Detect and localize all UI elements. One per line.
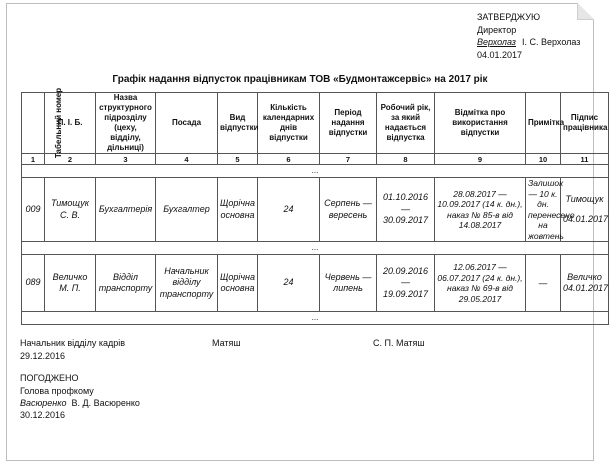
hr-name: С. П. Матяш	[373, 338, 425, 348]
hr-date: 29.12.2016	[20, 351, 66, 361]
header-period: Період надання відпустки	[320, 93, 377, 154]
signature-date: 04.01.2017	[563, 283, 609, 293]
cell-position: Бухгалтер	[156, 178, 218, 242]
header-full-name: П. І. Б.	[45, 93, 96, 154]
hr-title: Начальник відділу кадрів	[20, 338, 126, 348]
approval-heading: ЗАТВЕРДЖУЮ	[477, 12, 541, 22]
column-number: 4	[156, 154, 218, 165]
cell-usage-mark: 12.06.2017 — 06.07.2017 (24 к. дн.), наказ № 69-в від 29.05.2017	[435, 255, 526, 312]
agreed-heading: ПОГОДЖЕНО	[20, 373, 79, 383]
ellipsis-row	[22, 242, 609, 255]
cell-work-year: 20.09.2016 — 19.09.2017	[377, 255, 435, 312]
cell-tab-number: 009	[22, 178, 45, 242]
signature-date: 04.01.2017	[563, 214, 609, 224]
header-note: Примітка	[526, 93, 561, 154]
header-days: Кількість календарних днів відпустки	[258, 93, 320, 154]
approval-position: Директор	[477, 24, 517, 35]
union-date: 30.12.2016	[20, 410, 66, 420]
header-tab-number: Табельний номер	[22, 93, 45, 154]
cell-days: 24	[258, 255, 320, 312]
column-number: 7	[320, 154, 377, 165]
cell-department: Бухгалтерія	[96, 178, 156, 242]
cell-full-name: Величко М. П.	[45, 255, 96, 312]
cell-usage-mark: 28.08.2017 — 10.09.2017 (14 к. дн.), наказ № 85-в від 14.08.2017	[435, 178, 526, 242]
header-position: Посада	[156, 93, 218, 154]
ellipsis: ...	[22, 242, 609, 255]
header-signature: Підпис працівника	[561, 93, 609, 154]
cell-work-year: 01.10.2016 — 30.09.2017	[377, 178, 435, 242]
cell-note: —	[526, 255, 561, 312]
employee-signature: Тимощук	[565, 193, 604, 204]
column-number: 1	[22, 154, 45, 165]
union-title: Голова профкому	[20, 386, 94, 396]
approval-signature-line	[477, 36, 580, 49]
union-name: В. Д. Васюренко	[71, 398, 140, 408]
hr-signature: Матяш	[212, 338, 241, 348]
column-number: 9	[435, 154, 526, 165]
director-name: І. С. Верхолаз	[522, 37, 581, 47]
ellipsis-row	[22, 312, 609, 325]
cell-leave-type: Щорічна основна	[218, 255, 258, 312]
union-signature-line	[20, 397, 140, 410]
cell-days: 24	[258, 178, 320, 242]
header-usage-mark: Відмітка про використання відпустки	[435, 93, 526, 154]
column-number: 6	[258, 154, 320, 165]
employee-signature: Величко	[567, 271, 602, 282]
document-title: Графік надання відпусток працівникам ТОВ «Будмонтажсервіс» на 2017 рік	[112, 74, 488, 85]
table-row	[22, 178, 609, 242]
column-number: 2	[45, 154, 96, 165]
cell-position: Начальник відділу транспорту	[156, 255, 218, 312]
table-row	[22, 255, 609, 312]
table-header-row	[22, 93, 609, 154]
cell-leave-type: Щорічна основна	[218, 178, 258, 242]
column-number-row	[22, 154, 609, 165]
cell-full-name: Тимощук С. В.	[45, 178, 96, 242]
vacation-schedule-table	[21, 87, 609, 325]
union-signature: Васюренко	[20, 398, 67, 408]
cell-signature	[561, 255, 609, 312]
director-signature: Верхолаз	[477, 37, 516, 47]
column-number: 10	[526, 154, 561, 165]
document-page	[6, 3, 609, 461]
ellipsis: ...	[22, 165, 609, 178]
column-number: 11	[561, 154, 609, 165]
header-leave-type: Вид відпустки	[218, 93, 258, 154]
cell-period: Червень — липень	[320, 255, 377, 312]
ellipsis: ...	[22, 312, 609, 325]
cell-department: Відділ транспорту	[96, 255, 156, 312]
column-number: 8	[377, 154, 435, 165]
header-work-year: Робочий рік, за який надається відпустка	[377, 93, 435, 154]
cell-period: Серпень — вересень	[320, 178, 377, 242]
cell-note: Залишок — 10 к. дн. перенесено на жовтень	[526, 178, 561, 242]
approval-date: 04.01.2017	[477, 49, 523, 60]
header-department: Назва структурного підрозділу (цеху, відділу, дільниці)	[96, 93, 156, 154]
ellipsis-row	[22, 165, 609, 178]
column-number: 5	[218, 154, 258, 165]
approval-block	[477, 11, 580, 61]
cell-tab-number: 089	[22, 255, 45, 312]
column-number: 3	[96, 154, 156, 165]
